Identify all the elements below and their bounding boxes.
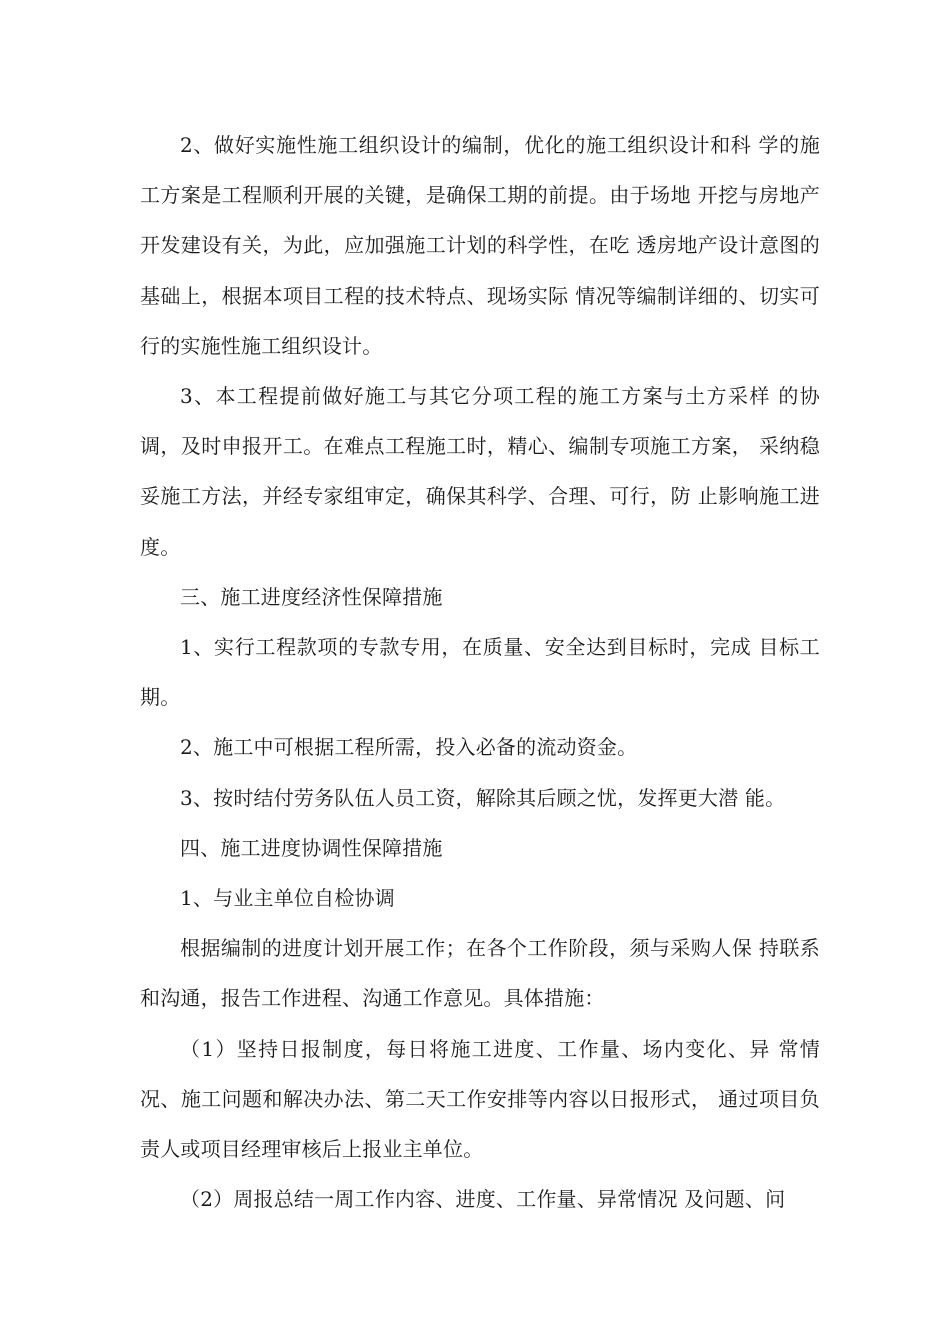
- section-heading-economic-measures: 三、施工进度经济性保障措施: [180, 584, 443, 609]
- paragraph-labor-wages: 3、按时结付劳务队伍人员工资，解除其后顾之忧，发挥更大潜 能。: [180, 785, 786, 810]
- paragraph-design-preparation: 2、做好实施性施工组织设计的编制，优化的施工组织设计和科 学的施工方案是工程顺利开展的关键，是确保工期的前提。由于场地 开挖与房地产开发建设有关，为此，应加强施工计划的科学性，在吃 透房地产设计意图的基础上，根据本项目工程的技术特点、现场实际 情况等编制详细的、切实可行的实施性施工组织设计。: [140, 133, 820, 358]
- paragraph-progress-plan: 根据编制的进度计划开展工作；在各个工作阶段，须与采购人保 持联系和沟通，报告工作进程、沟通工作意见。具体措施：: [140, 936, 820, 1011]
- paragraph-dedicated-funds: 1、实行工程款项的专款专用，在质量、安全达到目标时，完成 目标工期。: [140, 635, 820, 710]
- subsection-heading-owner-coordination: 1、与业主单位自检协调: [180, 886, 395, 911]
- paragraph-coordination-start: 3、本工程提前做好施工与其它分项工程的施工方案与土方采样 的协调，及时申报开工。在难点工程施工时，精心、编制专项施工方案， 采纳稳妥施工方法，并经专家组审定，确保其科学、合理、可行，防 止影响施工进度。: [140, 384, 820, 559]
- document-body: [140, 120, 820, 1224]
- paragraph-daily-report: （1）坚持日报制度，每日将施工进度、工作量、场内变化、异 常情况、施工问题和解决办法、第二天工作安排等内容以日报形式， 通过项目负责人或项目经理审核后上报业主单位。: [140, 1036, 820, 1162]
- section-heading-coordination-measures: 四、施工进度协调性保障措施: [180, 835, 443, 860]
- paragraph-working-capital: 2、施工中可根据工程所需，投入必备的流动资金。: [180, 735, 638, 760]
- paragraph-weekly-report: （2）周报总结一周工作内容、进度、工作量、异常情况 及问题、问: [180, 1187, 786, 1212]
